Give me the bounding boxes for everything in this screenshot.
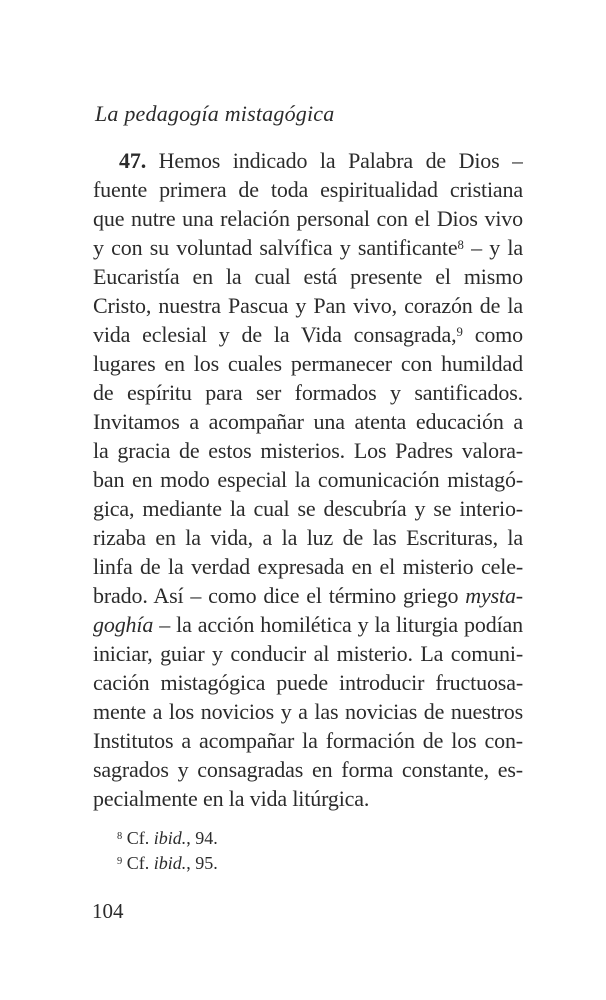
text-line: goghía – la acción homilética y la liturgia podían	[93, 612, 523, 637]
text-line: iniciar, guiar y conducir al misterio. La comuni-	[93, 641, 523, 666]
text-line: brado. Así – como dice el término griego mysta-	[93, 583, 523, 608]
text-line: mente a los novicios y a las novicias de nuestros	[93, 699, 523, 724]
text-line: Eucaristía en la cual está presente el mismo	[93, 264, 523, 289]
text-line: 47. Hemos indicado la Palabra de Dios –	[119, 148, 523, 173]
footnote-line: $^8$ Cf. ibid., 94.	[117, 828, 218, 848]
text-line: gica, mediante la cual se descubría y se interio-	[93, 496, 523, 521]
text-line: sagrados y consagradas en forma constante, es-	[93, 757, 523, 782]
text-line: Institutos a acompañar la formación de los con-	[93, 728, 523, 753]
footnote-line: $^9$ Cf. ibid., 95.	[117, 853, 218, 873]
text-line: lugares en los cuales permanecer con humildad	[93, 351, 523, 376]
page-number: 104	[92, 899, 124, 923]
text-line: fuente primera de toda espiritualidad cristiana	[93, 177, 523, 202]
text-line: y con su voluntad salvífica y santificante$^8$ – y la	[93, 235, 523, 260]
running-head: La pedagogía mistagógica	[95, 101, 335, 126]
text-line: rizaba en la vida, a la luz de las Escrituras, la	[93, 525, 523, 550]
text-line: vida eclesial y de la Vida consagrada,$^9$ como	[93, 322, 523, 347]
text-line: Invitamos a acompañar una atenta educación a	[93, 409, 523, 434]
text-line: de espíritu para ser formados y santificados.	[93, 380, 523, 405]
text-line: ban en modo especial la comunicación mistagó-	[93, 467, 523, 492]
text-line: Cristo, nuestra Pascua y Pan vivo, corazón de la	[93, 293, 523, 318]
text-line: cación mistagógica puede introducir fructuosa-	[93, 670, 523, 695]
text-line: linfa de la verdad expresada en el misterio cele-	[93, 554, 523, 579]
text-line: la gracia de estos misterios. Los Padres valora-	[93, 438, 523, 463]
body-paragraph	[93, 146, 523, 813]
text-line: que nutre una relación personal con el Dios vivo	[93, 206, 523, 231]
footnotes	[93, 826, 523, 876]
text-line: pecialmente en la vida litúrgica.	[93, 786, 370, 811]
